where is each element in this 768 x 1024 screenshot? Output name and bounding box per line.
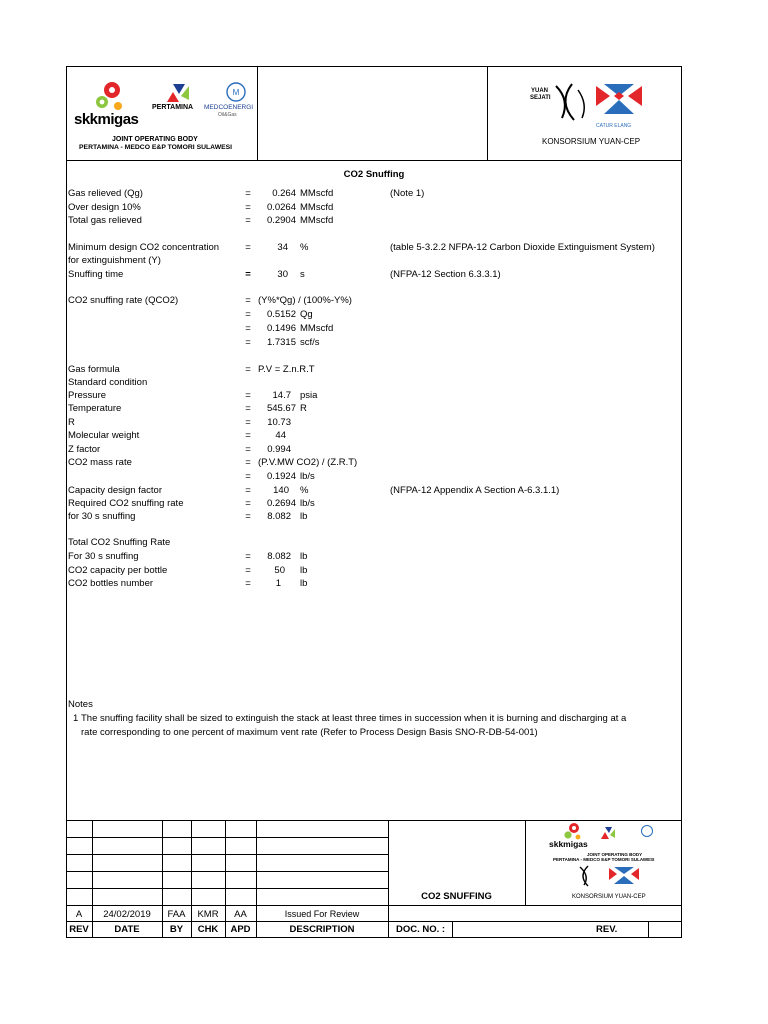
row-unit: lb [300, 511, 308, 522]
row-unit: MMscfd [300, 202, 334, 213]
row-label: Molecular weight [68, 430, 140, 441]
row-label: Total CO2 Snuffing Rate [68, 537, 171, 548]
tb-rev-line-1 [66, 837, 388, 838]
row-value: P.V = Z.n.R.T [258, 364, 315, 375]
tb-vline-apd [256, 820, 257, 938]
row-eq: = [245, 471, 251, 482]
tb-vline-rev2 [648, 921, 649, 938]
row-note: (Note 1) [390, 188, 425, 199]
row-label: Snuffing time [68, 269, 124, 280]
row-eq: = [245, 269, 251, 280]
header-divider [66, 160, 682, 161]
row-label: for 30 s snuffing [68, 511, 136, 522]
tb-vline-logo [525, 820, 526, 905]
row-eq: = [245, 511, 251, 522]
tb-medco-logo-icon [640, 824, 654, 838]
row-unit: lb/s [300, 498, 315, 509]
row-note: (NFPA-12 Appendix A Section A-6.3.1.1) [390, 485, 560, 496]
row-value: 14.7 [272, 390, 291, 401]
row-label: Temperature [68, 403, 122, 414]
tb-pertamina-logo-icon [600, 826, 616, 840]
tb-top-line [66, 820, 682, 821]
tb-rev-line-2 [66, 854, 388, 855]
row-value: 545.67 [266, 403, 296, 414]
header-col-divider-2 [487, 66, 488, 160]
apd-cell: AA [234, 909, 247, 920]
medco-sub: Oil&Gas [218, 112, 237, 118]
row-eq: = [245, 309, 251, 320]
row-label: Gas formula [68, 364, 120, 375]
row-eq: = [245, 565, 251, 576]
row-label: CO2 mass rate [68, 457, 132, 468]
row-value: 8.082 [267, 551, 291, 562]
row-label: CO2 capacity per bottle [68, 565, 168, 576]
row-value: (Y%*Qg) / (100%-Y%) [258, 295, 352, 306]
row-eq: = [245, 323, 251, 334]
row-label: Z factor [68, 444, 101, 455]
row-eq: = [245, 215, 251, 226]
row-unit: scf/s [300, 337, 320, 348]
tb-skkmigas-wordmark: skkmigas [549, 839, 588, 849]
header-col-divider-1 [257, 66, 258, 160]
row-eq: = [245, 242, 251, 253]
row-eq: = [245, 364, 251, 375]
row-label: Capacity design factor [68, 485, 162, 496]
row-value: 34 [277, 242, 288, 253]
row-eq: = [245, 403, 251, 414]
row-eq: = [245, 337, 251, 348]
by-header: BY [169, 924, 184, 935]
tb-rev-line-4 [66, 888, 388, 889]
row-unit: lb [300, 578, 308, 589]
svg-text:M: M [232, 88, 240, 97]
tb-jv-line-2: PERTAMINA - MEDCO E&P TOMORI SULAWESI [553, 857, 655, 862]
row-unit: psia [300, 390, 318, 401]
jv-line-2: PERTAMINA - MEDCO E&P TOMORI SULAWESI [79, 144, 233, 151]
tb-vline-by [191, 820, 192, 938]
row-value: 140 [273, 485, 289, 496]
skkmigas-wordmark: skkmigas [74, 111, 139, 128]
row-value: 0.2694 [266, 498, 296, 509]
rev2-header: REV. [596, 924, 618, 935]
row-value: 0.0264 [266, 202, 296, 213]
row-value: 0.1924 [266, 471, 296, 482]
row-value: 30 [277, 269, 288, 280]
row-eq: = [245, 485, 251, 496]
row-unit: MMscfd [300, 215, 334, 226]
tb-header-line [66, 921, 682, 922]
tb-catur-elang-logo-icon [608, 866, 640, 888]
row-eq: = [245, 417, 251, 428]
row-unit: Qg [300, 309, 313, 320]
row-unit: lb [300, 551, 308, 562]
row-unit: % [300, 242, 309, 253]
row-label: Pressure [68, 390, 107, 401]
consortium-name: KONSORSIUM YUAN-CEP [542, 137, 641, 146]
jv-line-1: JOINT OPERATING BODY [112, 136, 198, 143]
medco-logo-icon [224, 80, 248, 104]
row-eq: = [245, 202, 251, 213]
row-label: CO2 bottles number [68, 578, 154, 589]
row-label: Required CO2 snuffing rate [68, 498, 184, 509]
tb-vline-desc [388, 820, 389, 938]
tb-vline-chk [225, 820, 226, 938]
by-cell: FAA [167, 909, 186, 920]
row-value: 50 [274, 565, 285, 576]
row-unit: lb/s [300, 471, 315, 482]
row-label: Total gas relieved [68, 215, 142, 226]
row-unit: s [300, 269, 305, 280]
doc-no-header: DOC. NO. : [396, 924, 446, 935]
tb-vline-date [162, 820, 163, 938]
row-unit: % [300, 485, 309, 496]
row-value: 1 [275, 578, 281, 589]
yuan-line-1: YUAN [531, 88, 549, 94]
date-cell: 24/02/2019 [103, 909, 151, 920]
row-value: 8.082 [267, 511, 291, 522]
row-eq: = [245, 578, 251, 589]
row-label: for extinguishment (Y) [68, 255, 161, 266]
row-label: R [68, 417, 75, 428]
rev-cell: A [75, 909, 83, 920]
tb-vline-rev [92, 820, 93, 938]
row-label: Standard condition [68, 377, 148, 388]
row-unit: R [300, 403, 307, 414]
row-unit: MMscfd [300, 323, 334, 334]
tb-rev-line-5 [66, 905, 682, 906]
row-label: Over design 10% [68, 202, 141, 213]
row-eq: = [245, 188, 251, 199]
row-value: 0.1496 [266, 323, 296, 334]
row-eq: = [245, 295, 251, 306]
doc-title: CO2 SNUFFING [421, 891, 492, 902]
row-eq: = [245, 498, 251, 509]
tb-consortium: KONSORSIUM YUAN-CEP [572, 894, 646, 900]
skkmigas-logo-icon [92, 80, 128, 114]
row-value: 10.73 [267, 417, 291, 428]
row-label: Gas relieved (Qg) [68, 188, 143, 199]
tb-yuan-sejati-logo-icon [566, 864, 606, 888]
yuan-line-2: SEJATI [530, 95, 551, 101]
row-eq: = [245, 444, 251, 455]
description-cell: Issued For Review [284, 909, 360, 919]
date-header: DATE [114, 924, 140, 935]
note-number: 1 [73, 713, 79, 724]
row-label: Minimum design CO2 concentration [68, 242, 220, 253]
note-line-1: The snuffing facility shall be sized to extinguish the stack at least three times in succession when it is burning and discharging at a [81, 713, 627, 724]
catur-elang-logo-icon [594, 82, 644, 122]
row-unit: MMscfd [300, 188, 334, 199]
row-eq: = [245, 551, 251, 562]
catur-elang-wordmark: CATUR ELANG [596, 123, 632, 129]
pertamina-wordmark: PERTAMINA [152, 104, 194, 111]
row-note: (NFPA-12 Section 6.3.3.1) [390, 269, 501, 280]
pertamina-logo-icon [165, 82, 191, 104]
apd-header: APD [230, 924, 251, 935]
row-label: For 30 s snuffing [68, 551, 139, 562]
chk-header: CHK [197, 924, 219, 935]
row-value: 44 [275, 430, 286, 441]
row-eq: = [245, 457, 251, 468]
row-value: 0.2904 [266, 215, 296, 226]
row-value: 1.7315 [266, 337, 296, 348]
row-label: CO2 snuffing rate (QCO2) [68, 295, 179, 306]
row-eq: = [245, 390, 251, 401]
row-value: 0.264 [272, 188, 296, 199]
row-eq: = [245, 430, 251, 441]
rev-header: REV [69, 924, 89, 935]
description-header: DESCRIPTION [289, 924, 355, 935]
row-value: 0.994 [267, 444, 291, 455]
row-unit: lb [300, 565, 308, 576]
row-value: 0.5152 [266, 309, 296, 320]
page-title: CO2 Snuffing [343, 169, 405, 180]
row-note: (table 5-3.2.2 NFPA-12 Carbon Dioxide Extinguisment System) [390, 242, 655, 253]
chk-cell: KMR [197, 909, 219, 920]
note-line-2: rate corresponding to one percent of maximum vent rate (Refer to Process Design Basis SNO-R-DB-54-001) [81, 727, 538, 738]
tb-rev-line-3 [66, 871, 388, 872]
tb-vline-docno [452, 921, 453, 938]
notes-heading: Notes [68, 699, 93, 710]
yuan-sejati-logo-icon [552, 80, 592, 124]
tb-jv-line-1: JOINT OPERATING BODY [587, 852, 643, 857]
row-value: (P.V.MW CO2) / (Z.R.T) [258, 457, 358, 468]
medco-wordmark: MEDCOENERGI [204, 104, 254, 111]
